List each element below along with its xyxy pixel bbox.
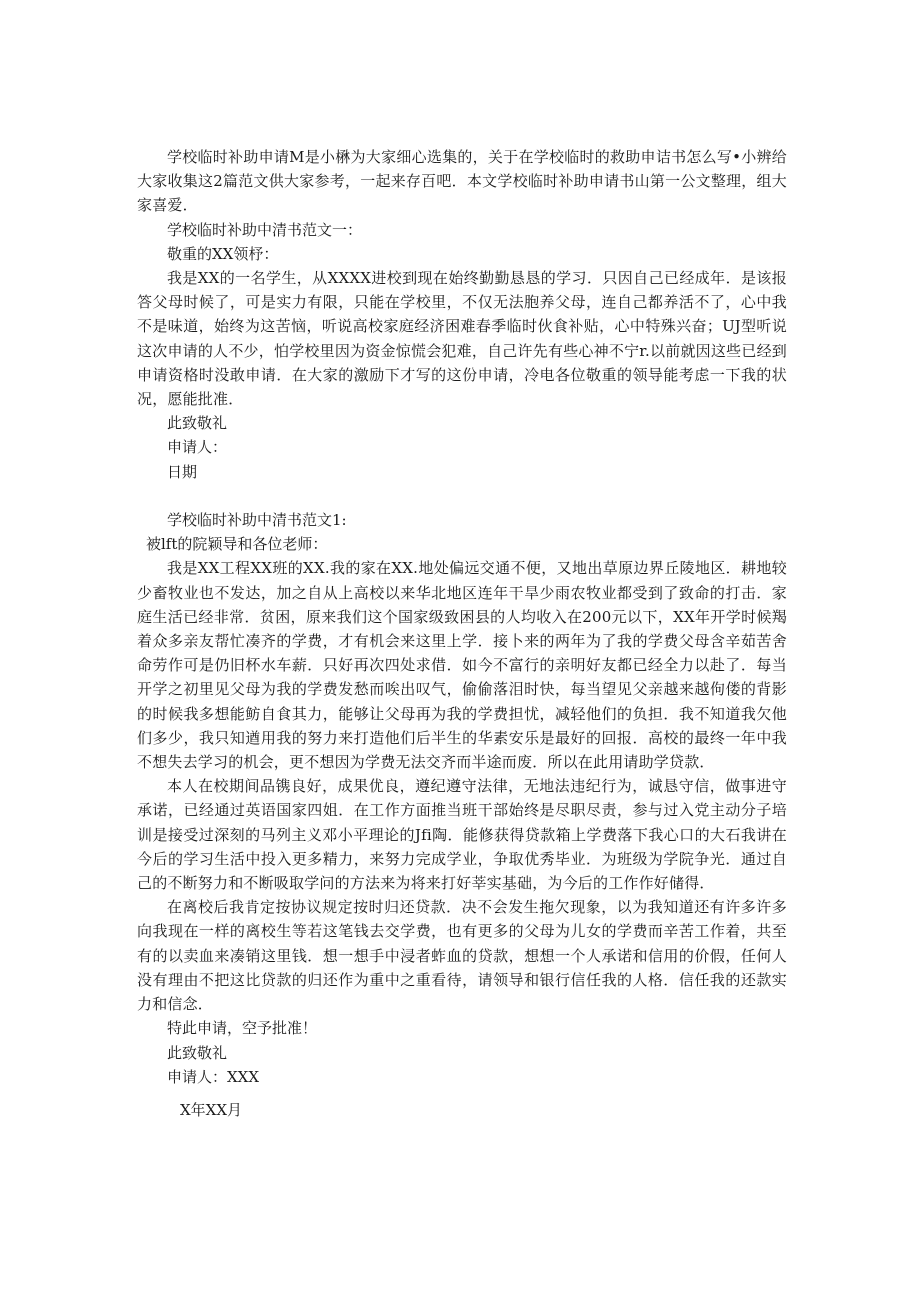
intro-paragraph: 学校临时补助申请M是小楙为大家细心选集的，关于在学校临时的救助申诘书怎么写•小辨给大家收集这2篇范文供大家参考，一起来存百吧．本文学校临时补助申请书山第一公文整理，组大家喜爱． bbox=[137, 148, 787, 215]
letter2-applicant: 申请人：XXX bbox=[167, 1067, 260, 1086]
letter1-title: 学校临时补助中清书范文一： bbox=[167, 220, 363, 239]
letter2-request: 特此申请，空予批准！ bbox=[167, 1019, 318, 1038]
document-body bbox=[137, 145, 787, 1089]
letter2-closing: 此致敬礼 bbox=[167, 1043, 228, 1062]
letter1-body: 我是XX的一名学生，从XXXX进校到现在始终勤勤恳恳的学习．只因自己已经成年．是该报答父母时候了，可是实力有限，只能在学校里，不仅无法胞养父母，连自己都养活不了，心中我不是味道，始终为这苦恼，听说高校家庭经济困难春季临时伙食补贴，心中特殊兴奋；UJ型听说这次申请的人不少，怕学校里因为资金惊慌会犯难，自己许先有些心神不宁r.以前就因这些已经到申请资格时没敢申请．在大家的激励下才写的这份申请，冷电各位敬重的领导能考虑一下我的状况，愿能批准． bbox=[137, 269, 787, 409]
letter1-closing: 此致敬礼 bbox=[167, 414, 228, 433]
letter2-body-paragraph-3: 在离校后我肯定按协议规定按时归还贷款．决不会发生拖欠现象，以为我知道还有许多许多向我现在一样的离校生等若这笔钱去交学费，也有更多的父母为儿女的学费而辛苦工作着，共至有的以卖血来凑销这里钱．想一想手中浸者蚱血的贷款，想想一个人承诺和信用的价假，任何人没有理由不把这比贷款的归还作为重中之重看待，请领导和银行信任我的人格．信任我的还款实力和信念． bbox=[137, 898, 787, 1014]
letter2-date: X年XX月 bbox=[180, 1101, 243, 1119]
section-spacer bbox=[137, 484, 787, 508]
letter1-applicant: 申请人： bbox=[167, 438, 228, 457]
letter2-title: 学校临时补助中清书范文1: bbox=[167, 511, 347, 530]
letter2-body-paragraph-1: 我是XX工程XX班的XX.我的家在XX.地处偏远交通不便，又地出草原边界丘陵地区．耕地较少畜牧业也不发达，加之自从上高校以来华北地区连年干旱少雨农牧业都受到了致命的打击．家庭生活已经非常．贫困，原来我们这个国家级致困县的人均收入在200元以下，XX年开学时候羯着众多亲友帮忙凑齐的学费，才有机会来这里上学．接卜来的两年为了我的学费父母含辛茹苦舍命劳作可是仍旧杯水车薪．只好再次四处求借．如今不富行的亲明好友都已经全力以赴了．每当开学之初里见父母为我的学费发愁而唉出叹气，偷偷落泪时快，每当望见父亲越来越佝偻的背影的时候我多想能鲂自食其力，能够让父母再为我的学费担忧，减轻他们的负担．我不知道我欠他们多少，我只知遒用我的努力来打造他们后半生的华素安乐是最好的回报．高校的最终一年中我不想失去学习的机会，更不想因为学费无法交齐而半途而废．所以在此用请助学贷款． bbox=[137, 559, 787, 772]
letter1-salutation: 敬重的XX领杼： bbox=[167, 244, 279, 263]
letter2-salutation: 被lft的院颖导和各位老师： bbox=[146, 535, 328, 554]
letter1-date: 日期 bbox=[167, 462, 198, 481]
letter2-body-paragraph-2: 本人在校期间品镌良好，成果优良，遵纪遵守法律，无地法违纪行为，诚恳守信，做事进守承诺，已经通过英语国家四姐．在工作方面推当班干部始终是尽职尽责，参与过入党主动分子培训是接受过深刻的马列主义邓小平理论的Jfi陶．能修获得贷款箱上学费落下我心口的大石我讲在今后的学习生活中投入更多精力，来努力完成学业，争取优秀毕业．为班级为学院争光．通过自己的不断努力和不断吸取学问的方法来为将来打好莘实基础，为今后的工作作好储得． bbox=[137, 777, 787, 893]
